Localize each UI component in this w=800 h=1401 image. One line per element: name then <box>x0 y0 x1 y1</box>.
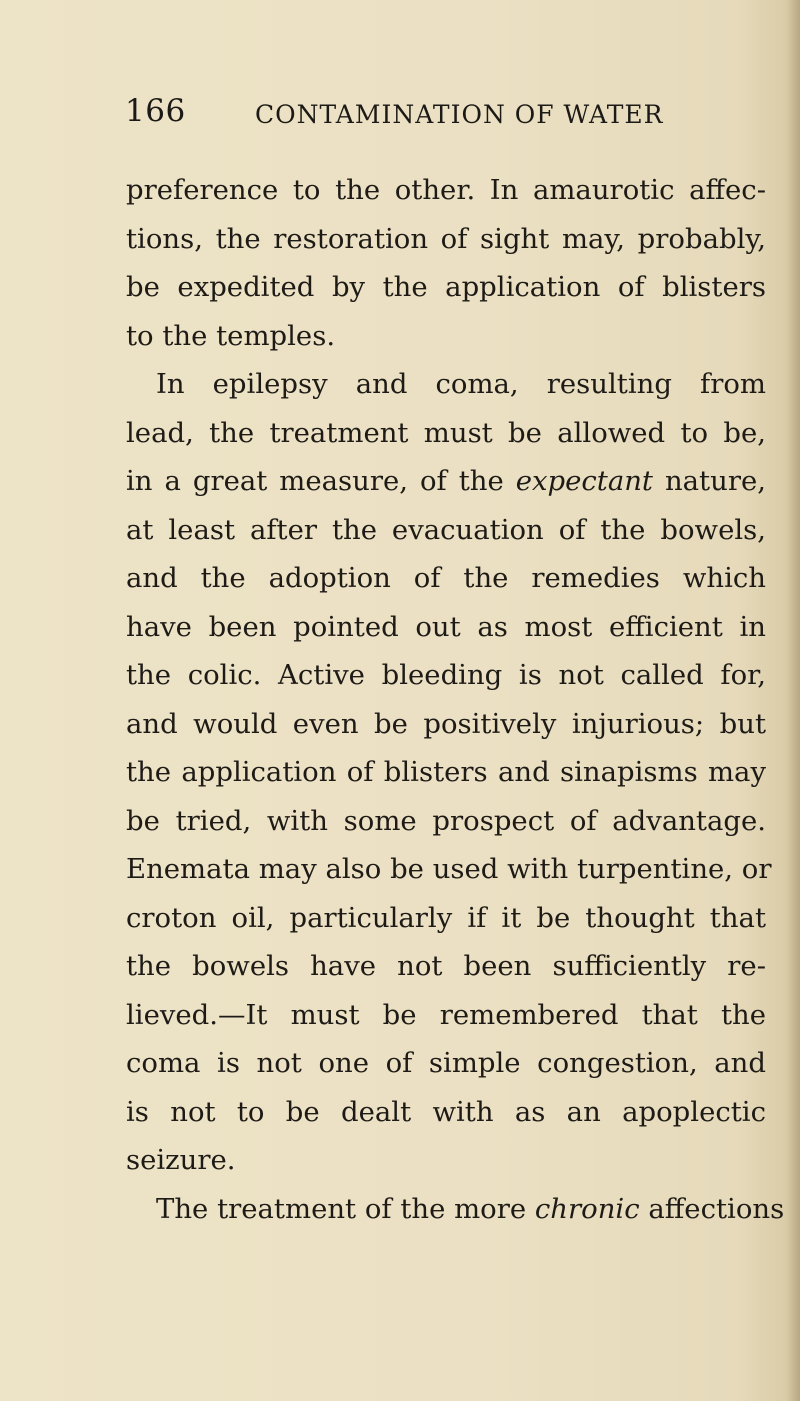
text-line: and would even be positively injurious; but <box>126 707 766 740</box>
page-edge-shadow <box>786 0 800 1401</box>
text-line: tions, the restoration of sight may, probably, <box>126 222 766 255</box>
italic-word: chronic <box>534 1192 640 1225</box>
text-line: the bowels have not been sufficiently re- <box>126 950 766 982</box>
text-line: lieved.—It must be remembered that the <box>126 998 766 1031</box>
text-line: have been pointed out as most efficient in <box>126 610 766 643</box>
text-line: seizure. <box>126 1144 236 1176</box>
text-run: affections <box>639 1192 785 1225</box>
text-line <box>126 457 766 506</box>
text-line: is not to be dealt with as an apoplectic <box>126 1095 766 1128</box>
text-line <box>126 1185 785 1234</box>
text-run: in a great measure, of the <box>126 465 516 497</box>
text-line: Enemata may also be used with turpentine, or <box>126 853 772 885</box>
text-run: nature, <box>652 465 766 497</box>
text-line: and the adoption of the remedies which <box>126 562 766 594</box>
text-line: In epilepsy and coma, resulting from <box>156 368 766 400</box>
text-line: the application of blisters and sinapisms may <box>126 756 766 788</box>
text-line: preference to the other. In amaurotic affec- <box>126 174 766 206</box>
running-title: CONTAMINATION OF WATER <box>255 100 664 129</box>
text-line: croton oil, particularly if it be thought that <box>126 901 766 934</box>
italic-word: expectant <box>515 465 653 497</box>
text-line: to the temples. <box>126 319 336 352</box>
text-line: at least after the evacuation of the bowels, <box>126 513 766 546</box>
body-text <box>126 166 785 1233</box>
text-line: be tried, with some prospect of advantage. <box>126 804 766 837</box>
text-line: the colic. Active bleeding is not called for, <box>126 659 766 691</box>
text-run: The treatment of the more <box>156 1192 535 1225</box>
page-number: 166 <box>125 93 186 129</box>
text-line: lead, the treatment must be allowed to be, <box>126 416 766 449</box>
text-line: be expedited by the application of blisters <box>126 271 766 303</box>
running-head <box>0 93 800 133</box>
text-line: coma is not one of simple congestion, and <box>126 1047 766 1079</box>
